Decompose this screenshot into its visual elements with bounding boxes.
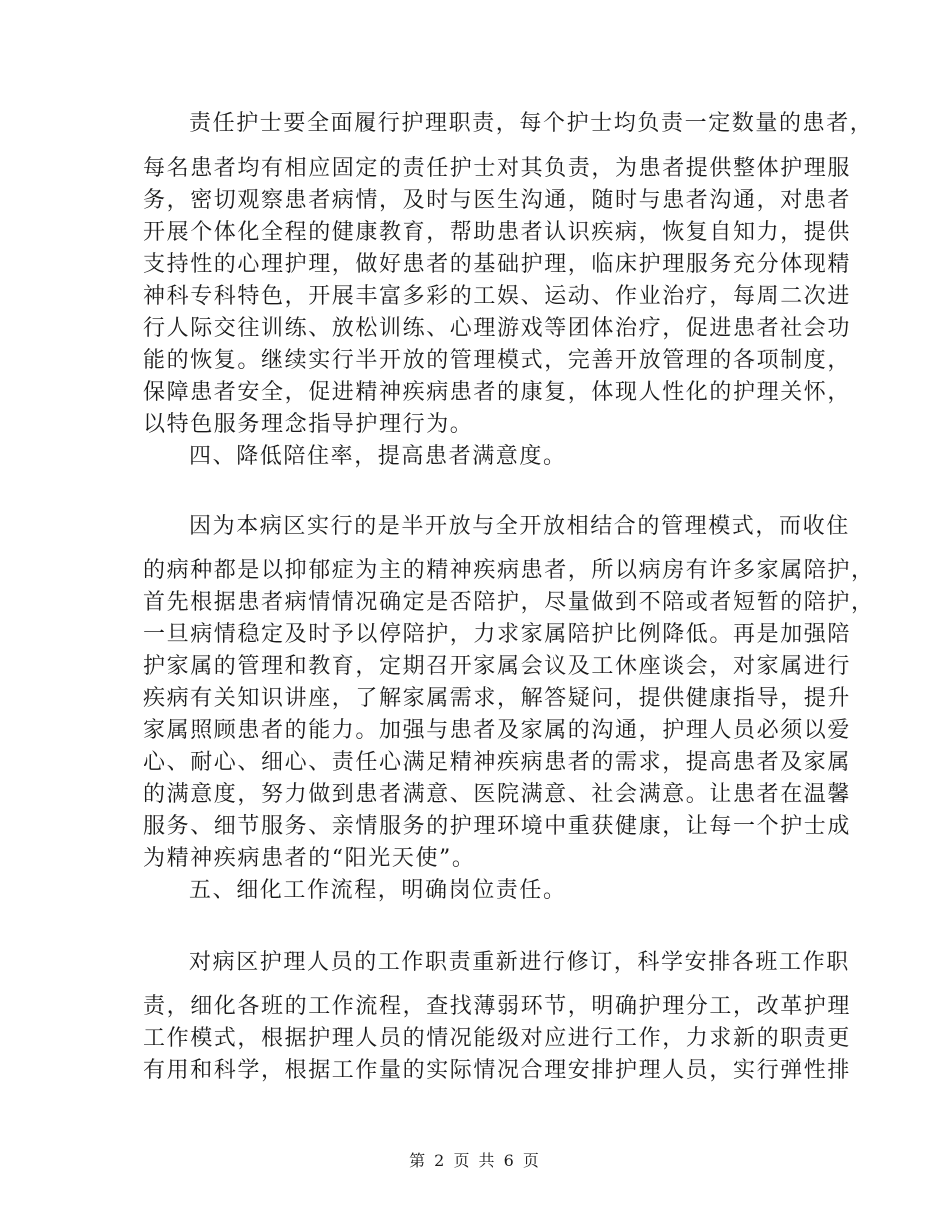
paragraph-line: 责，细化各班的工作流程，查找薄弱环节，明确护理分工，改革护理: [143, 994, 852, 1019]
paragraph-line: 神科专科特色，开展丰富多彩的工娱、运动、作业治疗，每周二次进: [143, 284, 852, 309]
paragraph-line: 首先根据患者病情情况确定是否陪护，尽量做到不陪或者短暂的陪护，: [143, 590, 875, 615]
paragraph-line: 保障患者安全，促进精神疾病患者的康复，体现人性化的护理关怀，: [143, 380, 852, 405]
paragraph-line: 心、耐心、细心、责任心满足精神疾病患者的需求，提高患者及家属: [143, 750, 852, 775]
paragraph-line: 工作模式，根据护理人员的情况能级对应进行工作，力求新的职责更: [143, 1026, 852, 1051]
section-heading: 五、细化工作流程，明确岗位责任。: [189, 878, 567, 903]
paragraph-line: 服务、细节服务、亲情服务的护理环境中重获健康，让每一个护士成: [143, 814, 852, 839]
paragraph-line: 的病种都是以抑郁症为主的精神疾病患者，所以病房有许多家属陪护，: [143, 558, 875, 583]
paragraph-line: 家属照顾患者的能力。加强与患者及家属的沟通，护理人员必须以爱: [143, 718, 852, 743]
paragraph-line: 能的恢复。继续实行半开放的管理模式，完善开放管理的各项制度，: [143, 348, 852, 373]
paragraph-line: 以特色服务理念指导护理行为。: [143, 412, 474, 437]
paragraph-line: 支持性的心理护理，做好患者的基础护理，临床护理服务充分体现精: [143, 252, 852, 277]
paragraph-line: 行人际交往训练、放松训练、心理游戏等团体治疗，促进患者社会功: [143, 316, 852, 341]
paragraph-line: 护家属的管理和教育，定期召开家属会议及工休座谈会，对家属进行: [143, 654, 852, 679]
paragraph-line: 每名患者均有相应固定的责任护士对其负责，为患者提供整体护理服: [143, 156, 852, 181]
section-heading: 四、降低陪住率，提高患者满意度。: [189, 444, 567, 469]
paragraph-line: 疾病有关知识讲座，了解家属需求，解答疑问，提供健康指导，提升: [143, 686, 852, 711]
paragraph-line: 因为本病区实行的是半开放与全开放相结合的管理模式，而收住: [189, 514, 850, 539]
paragraph-line: 一旦病情稳定及时予以停陪护，力求家属陪护比例降低。再是加强陪: [143, 622, 852, 647]
page-number: 第 2 页 共 6 页: [409, 1151, 541, 1170]
paragraph-line: 开展个体化全程的健康教育，帮助患者认识疾病，恢复自知力，提供: [143, 220, 852, 245]
paragraph-line: 有用和科学，根据工作量的实际情况合理安排护理人员，实行弹性排: [143, 1058, 852, 1083]
paragraph-line: 责任护士要全面履行护理职责，每个护士均负责一定数量的患者，: [189, 111, 874, 136]
paragraph-line: 务，密切观察患者病情，及时与医生沟通，随时与患者沟通，对患者: [143, 188, 852, 213]
paragraph-line: 的满意度，努力做到患者满意、医院满意、社会满意。让患者在温馨: [143, 782, 852, 807]
paragraph-line: 对病区护理人员的工作职责重新进行修订，科学安排各班工作职: [189, 950, 850, 975]
paragraph-line: 为精神疾病患者的“阳光天使”。: [143, 846, 476, 871]
